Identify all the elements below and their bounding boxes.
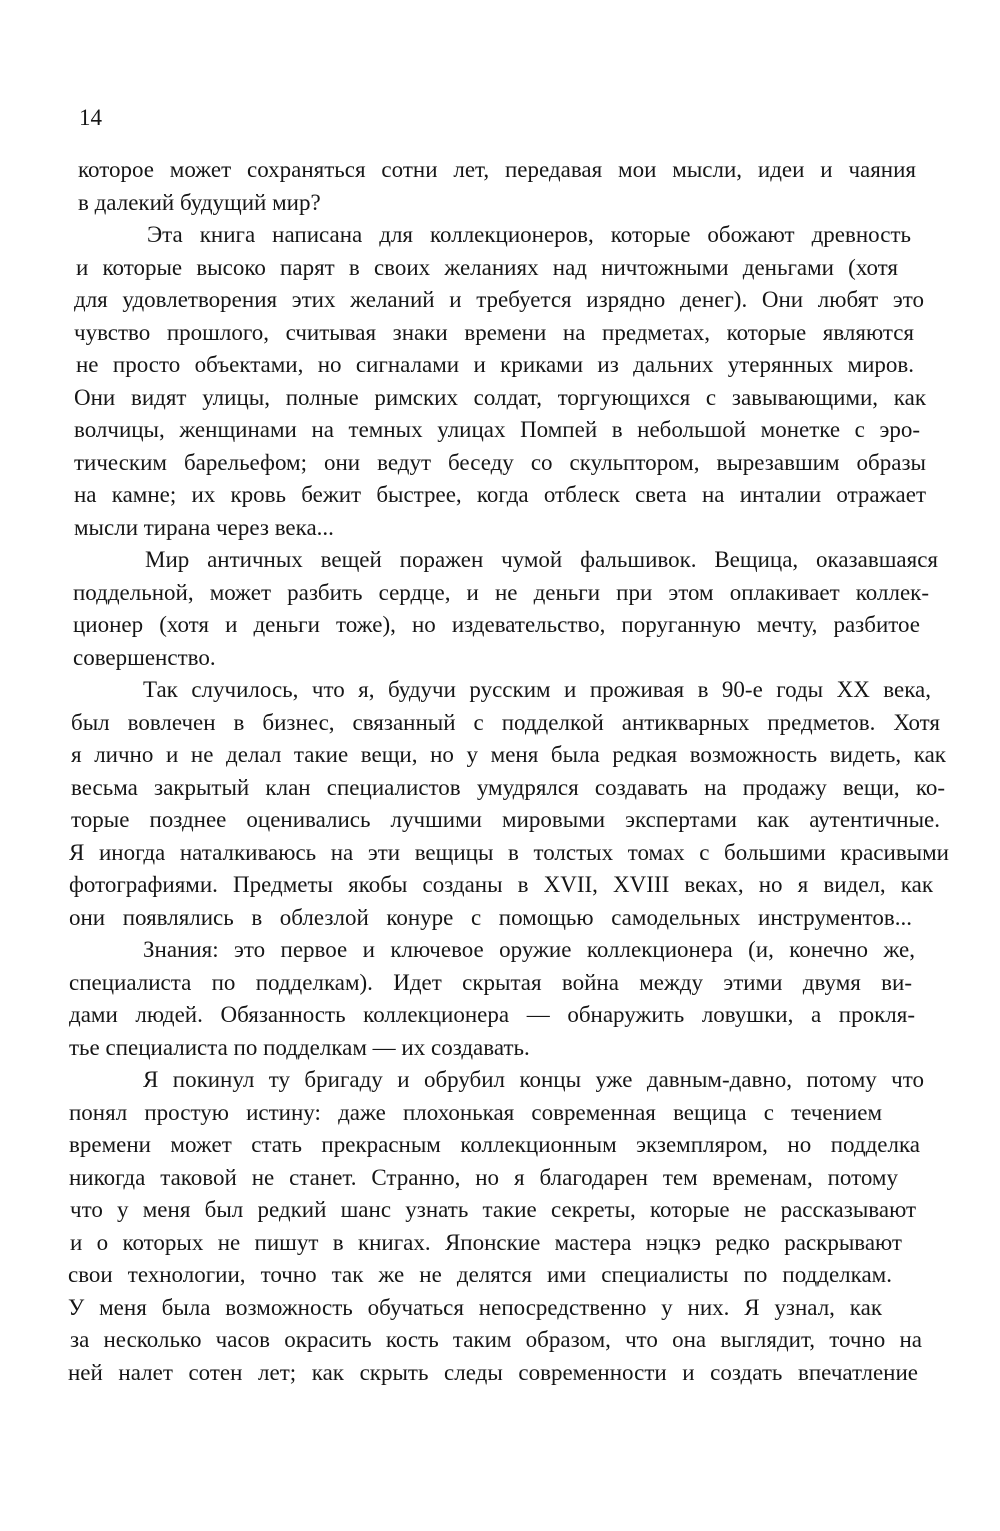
text-line: Я покинул ту бригаду и обрубил концы уже давным-давно, потому что — [143, 1067, 924, 1092]
text-line: специалиста по подделкам). Идет скрытая война между этими двумя ви- — [69, 969, 912, 995]
text-line: поддельной, может разбить сердце, и не деньги при этом оплакивает коллек- — [73, 579, 929, 605]
text-line: был вовлечен в бизнес, связанный с подделкой антикварных предметов. Хотя — [71, 709, 940, 735]
text-line: и о которых не пишут в книгах. Японские мастера нэцкэ редко раскрывают — [70, 1229, 902, 1255]
text-line: волчицы, женщинами на темных улицах Помпей в небольшой монетке с эро- — [74, 417, 920, 442]
text-line: свои технологии, точно так же не делятся ими специалисты по подделкам. — [68, 1262, 892, 1287]
text-line: что у меня был редкий шанс узнать такие секреты, которые не рассказывают — [70, 1197, 916, 1222]
text-line: за несколько часов окрасить кость таким образом, что она выглядит, точно на — [70, 1327, 922, 1352]
text-line: У меня была возможность обучаться непосредственно у них. Я узнал, как — [68, 1294, 882, 1320]
text-line: для удовлетворения этих желаний и требуется изрядно денег). Они любят это — [74, 287, 924, 312]
text-line: Мир античных вещей поражен чумой фальшивок. Вещица, оказавшаяся — [145, 547, 938, 572]
text-line: и которые высоко парят в своих желаниях над ничтожными деньгами (хотя — [76, 254, 898, 280]
text-line: я лично и не делал такие вещи, но у меня была редкая возможность видеть, как — [71, 742, 946, 767]
text-line: тье специалиста по подделкам — их создавать. — [69, 1034, 530, 1060]
text-line: понял простую истину: даже плохонькая современная вещица с течением — [69, 1099, 882, 1125]
text-line: Эта книга написана для коллекционеров, которые обожают древность — [147, 222, 911, 247]
text-line: они появлялись в облезлой конуре с помощью самодельных инструментов... — [69, 904, 912, 930]
text-line: на камне; их кровь бежит быстрее, когда отблеск света на инталии отражает — [74, 482, 926, 507]
text-line: тическим барельефом; они ведут беседу со скульптором, вырезавшим образы — [74, 449, 926, 475]
text-line: ционер (хотя и деньги тоже), но издевательство, поруганную мечту, разбитое — [73, 612, 920, 637]
text-line: никогда таковой не станет. Странно, но я благодарен тем временам, потому — [69, 1164, 898, 1190]
text-line: мысли тирана через века... — [74, 514, 334, 540]
text-line: чувство прошлого, считывая знаки времени на предметах, которые являются — [74, 319, 914, 345]
text-line: времени может стать прекрасным коллекционным экземпляром, но подделка — [69, 1132, 920, 1157]
text-line: в далекий будущий мир? — [78, 189, 321, 215]
text-line: совершенство. — [73, 644, 216, 670]
text-line: Так случилось, что я, будучи русским и проживая в 90-е годы XX века, — [143, 677, 931, 702]
text-line: Я иногда наталкиваюсь на эти вещицы в толстых томах с большими красивыми — [69, 839, 949, 865]
text-line: Знания: это первое и ключевое оружие коллекционера (и, конечно же, — [143, 937, 915, 962]
text-line: весьма закрытый клан специалистов умудрялся создавать на продажу вещи, ко- — [71, 774, 945, 800]
text-line: Они видят улицы, полные римских солдат, торгующихся с завывающими, как — [74, 384, 926, 410]
text-line: торые позднее оценивались лучшими мировыми экспертами как аутентичные. — [71, 807, 940, 832]
text-line: дами людей. Обязанность коллекционера — обнаружить ловушки, а прокля- — [69, 1002, 915, 1027]
text-line: ней налет сотен лет; как скрыть следы современности и создать впечатление — [68, 1359, 918, 1385]
text-line: фотографиями. Предметы якобы созданы в XVII, XVIII веках, но я видел, как — [69, 872, 933, 897]
body-text — [0, 154, 1000, 1389]
page-number: 14 — [79, 105, 102, 130]
text-line: не просто объектами, но сигналами и криками из дальних утерянных миров. — [76, 352, 914, 377]
text-line: которое может сохраняться сотни лет, передавая мои мысли, идеи и чаяния — [78, 157, 916, 182]
